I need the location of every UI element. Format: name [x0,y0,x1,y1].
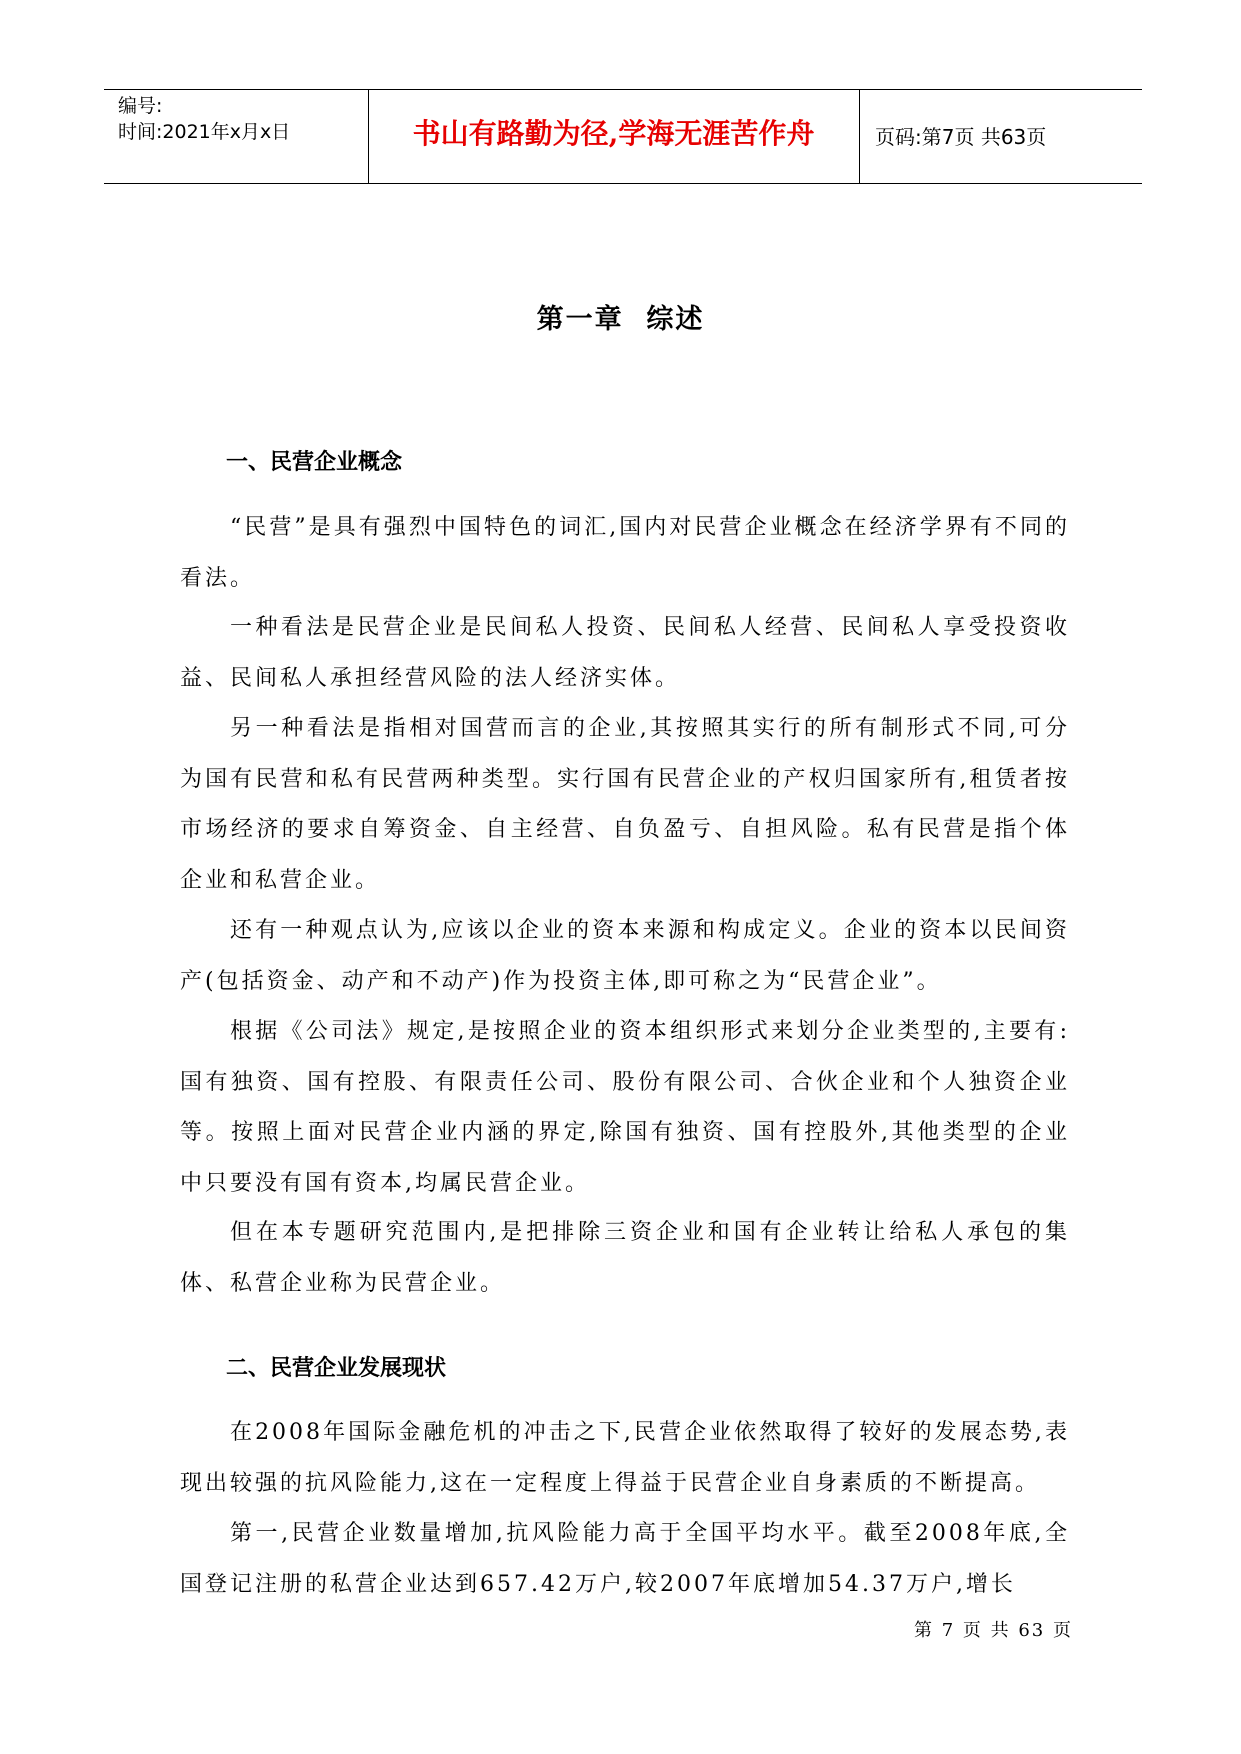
section-heading-2: 二、民营企业发展现状 [226,1355,447,1381]
paragraph: 一种看法是民营企业是民间私人投资、民间私人经营、民间私人享受投资收益、民间私人承担经营风险的法人经济实体。 [180,615,1070,691]
page-header [104,89,1142,184]
section-heading-1: 一、民营企业概念 [226,449,403,475]
paragraph: 根据《公司法》规定,是按照企业的资本组织形式来划分企业类型的,主要有:国有独资、国有控股、有限责任公司、股份有限公司、合伙企业和个人独资企业等。按照上面对民营企业内涵的界定,除国有独资、国有控股外,其他类型的企业中只要没有国有资本,均属民营企业。 [180,1019,1070,1196]
page-footer: 第 7 页 共 63 页 [914,1620,1073,1641]
header-meta-cell [104,90,369,183]
paragraph: 另一种看法是指相对国营而言的企业,其按照其实行的所有制形式不同,可分为国有民营和私有民营两种类型。实行国有民营企业的产权归国家所有,租赁者按市场经济的要求自筹资金、自主经营、自负盈亏、自担风险。私有民营是指个体企业和私营企业。 [180,716,1070,893]
paragraph: 第一,民营企业数量增加,抗风险能力高于全国平均水平。截至2008年底,全国登记注册的私营企业达到657.42万户,较2007年底增加54.37万户,增长 [180,1521,1070,1597]
document-time-label: 时间:2021年x月x日 [118,121,291,143]
header-page-cell [859,90,1142,183]
paragraph: “民营”是具有强烈中国特色的词汇,国内对民营企业概念在经济学界有不同的看法。 [180,515,1070,591]
chapter-title: 第一章 综述 [536,304,705,335]
header-motto-cell [368,90,860,183]
paragraph: 还有一种观点认为,应该以企业的资本来源和构成定义。企业的资本以民间资产(包括资金、动产和不动产)作为投资主体,即可称之为“民营企业”。 [180,918,1070,994]
paragraph: 但在本专题研究范围内,是把排除三资企业和国有企业转让给私人承包的集体、私营企业称为民营企业。 [180,1220,1070,1296]
header-motto: 书山有路勤为径,学海无涯苦作舟 [412,117,815,150]
header-page-code: 页码:第7页 共63页 [875,125,1047,149]
document-number-label: 编号: [118,95,163,117]
paragraph: 在2008年国际金融危机的冲击之下,民营企业依然取得了较好的发展态势,表现出较强的抗风险能力,这在一定程度上得益于民营企业自身素质的不断提高。 [180,1420,1070,1496]
